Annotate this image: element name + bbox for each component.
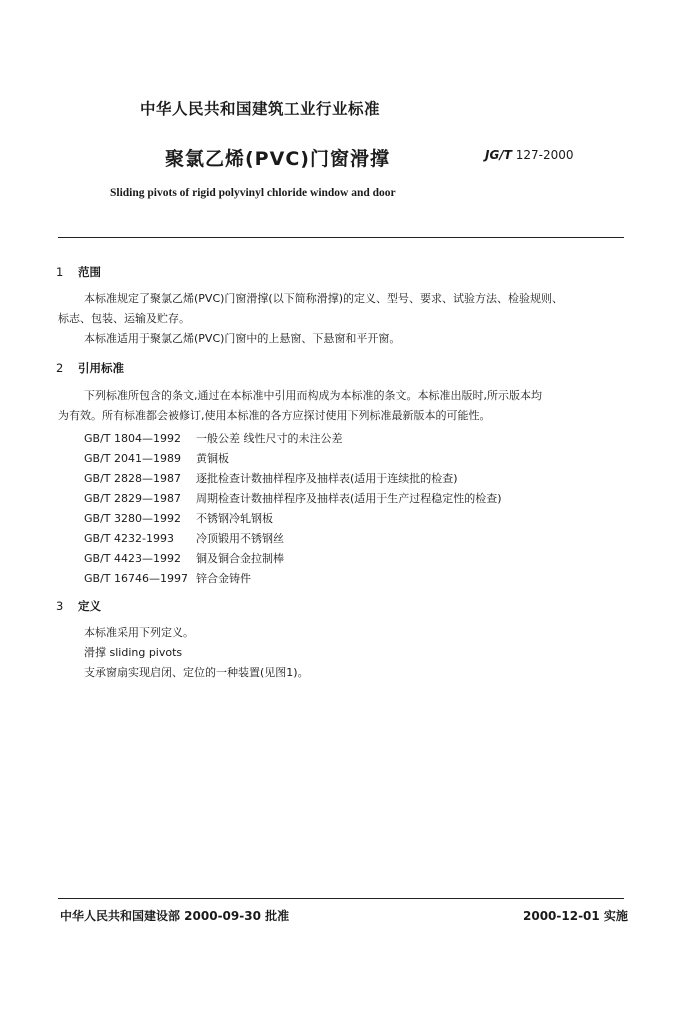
section-1-number: 1	[56, 265, 64, 279]
reference-title: 逐批检查计数抽样程序及抽样表(适用于连续批的检查)	[196, 472, 458, 485]
reference-code: GB/T 4423—1992	[84, 552, 181, 565]
reference-item	[84, 570, 251, 586]
section-3-title: 定义	[78, 599, 101, 613]
footer-divider	[58, 898, 624, 899]
reference-title: 锌合金铸件	[196, 572, 251, 585]
term-definition-heading: 滑撑 sliding pivots	[84, 646, 183, 659]
standard-number: 127-2000	[515, 148, 574, 162]
section-1-paragraph-1: 本标准规定了聚氯乙烯(PVC)门窗滑撑(以下简称滑撑)的定义、型号、要求、试验方法、检验规则、	[84, 292, 564, 305]
document-title-cn: 聚氯乙烯(PVC)门窗滑撑	[165, 148, 390, 170]
section-1-paragraph-1-cont: 标志、包装、运输及贮存。	[58, 312, 190, 325]
issue-date: 中华人民共和国建设部 2000-09-30 批准	[60, 909, 290, 923]
issuer-line: 中华人民共和国建筑工业行业标准	[140, 100, 381, 118]
standard-code	[485, 148, 574, 162]
section-3-number: 3	[56, 599, 64, 613]
section-2-title: 引用标准	[78, 361, 124, 375]
section-3-heading	[56, 598, 101, 614]
document-title-en: Sliding pivots of rigid polyvinyl chloride window and door	[110, 187, 396, 199]
reference-code: GB/T 2041—1989	[84, 452, 181, 465]
reference-item	[84, 450, 229, 466]
section-2-heading	[56, 360, 124, 376]
section-1-title: 范围	[78, 265, 101, 279]
reference-title: 冷顶锻用不锈钢丝	[196, 532, 284, 545]
section-1-paragraph-2: 本标准适用于聚氯乙烯(PVC)门窗中的上悬窗、下悬窗和平开窗。	[84, 332, 401, 345]
reference-item	[84, 470, 458, 486]
section-2-paragraph-1-cont: 为有效。所有标准都会被修订,使用本标准的各方应探讨使用下列标准最新版本的可能性。	[58, 409, 491, 422]
standard-prefix: JG/T	[485, 148, 512, 162]
reference-item	[84, 490, 502, 506]
reference-code: GB/T 2829—1987	[84, 492, 181, 505]
reference-title: 一般公差 线性尺寸的未注公差	[196, 432, 343, 445]
reference-title: 周期检查计数抽样程序及抽样表(适用于生产过程稳定性的检查)	[196, 492, 502, 505]
section-1-heading	[56, 264, 101, 280]
reference-item	[84, 530, 284, 546]
reference-code: GB/T 3280—1992	[84, 512, 181, 525]
reference-title: 黄铜板	[196, 452, 229, 465]
section-2-number: 2	[56, 361, 64, 375]
reference-item	[84, 430, 343, 446]
section-2-paragraph-1: 下列标准所包含的条文,通过在本标准中引用而构成为本标准的条文。本标准出版时,所示版本均	[84, 389, 542, 402]
reference-code: GB/T 16746—1997	[84, 572, 188, 585]
reference-title: 铜及铜合金拉制棒	[196, 552, 284, 565]
term-definition-text: 支承窗扇实现启闭、定位的一种装置(见图1)。	[84, 666, 309, 679]
reference-code: GB/T 1804—1992	[84, 432, 181, 445]
section-3-paragraph-1: 本标准采用下列定义。	[84, 626, 194, 639]
reference-code: GB/T 4232-1993	[84, 532, 174, 545]
reference-item	[84, 510, 273, 526]
reference-item	[84, 550, 284, 566]
header-divider	[58, 237, 624, 238]
implementation-date: 2000-12-01 实施	[523, 909, 628, 923]
reference-title: 不锈钢冷轧钢板	[196, 512, 273, 525]
reference-code: GB/T 2828—1987	[84, 472, 181, 485]
